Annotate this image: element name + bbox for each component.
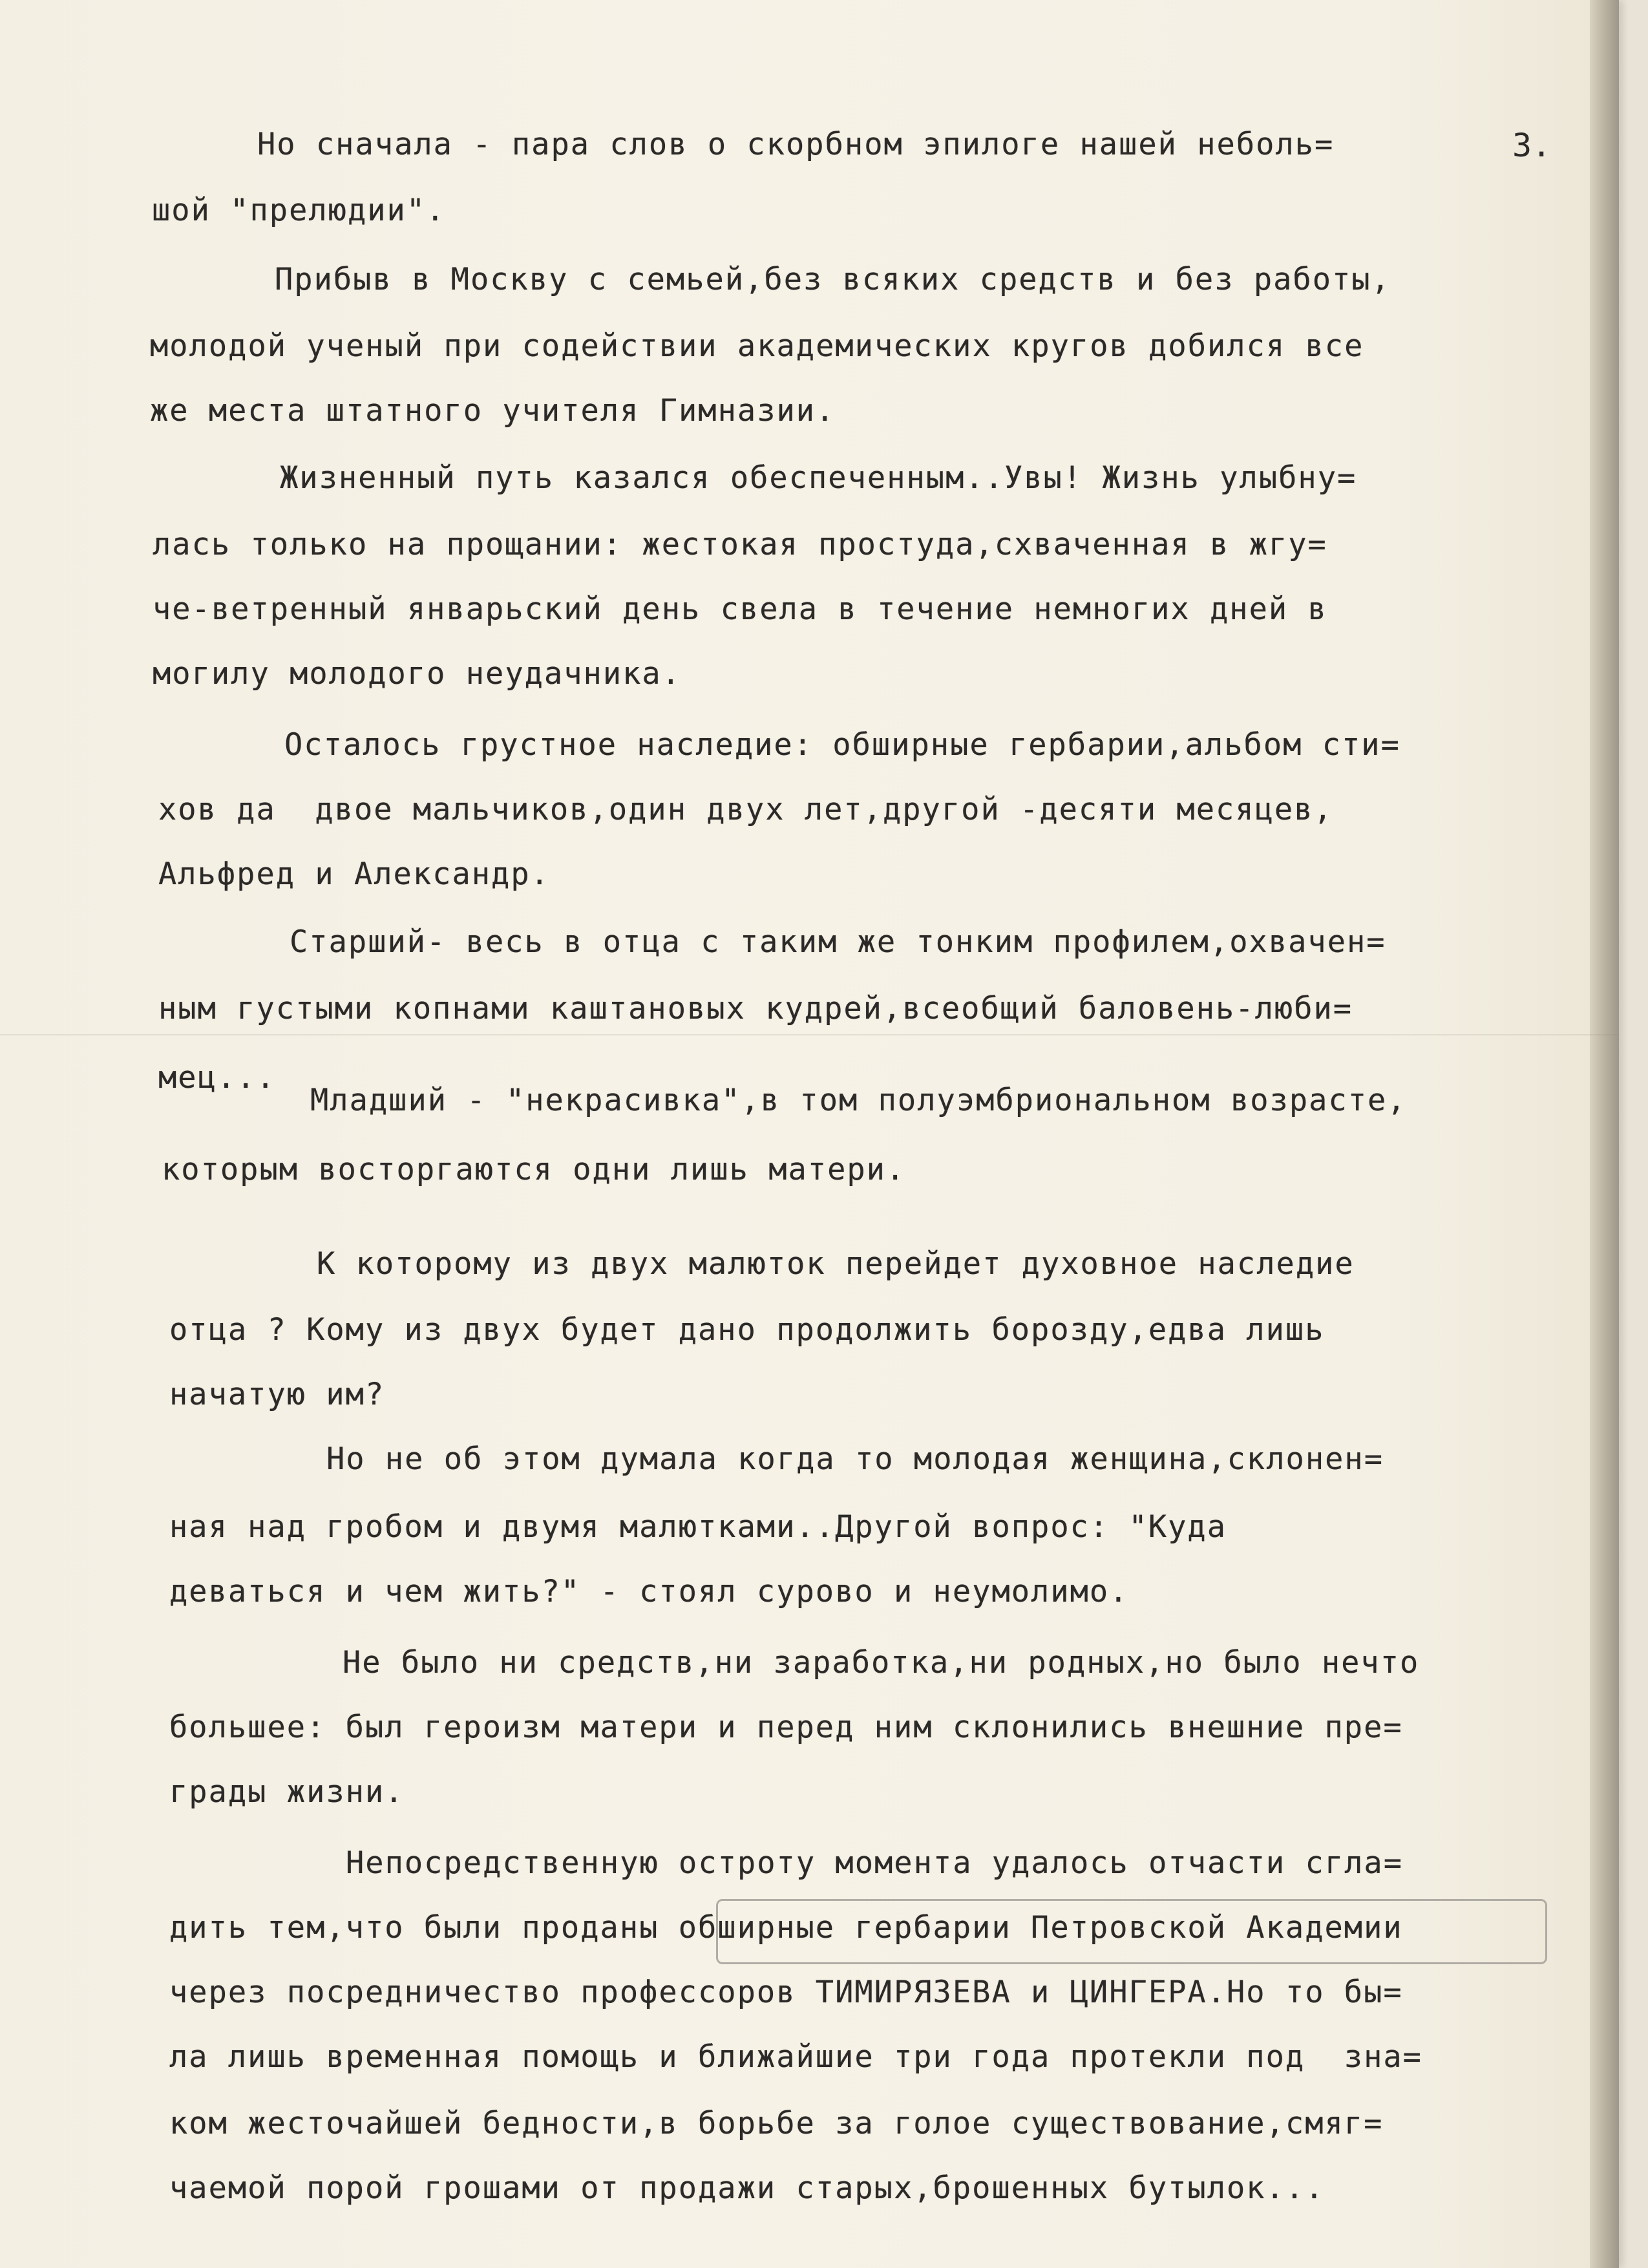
text-line: хов да двое мальчиков,один двух лет,другой -десяти месяцев,	[158, 792, 1333, 827]
text-line: Не было ни средств,ни заработка,ни родных,но было нечто	[343, 1645, 1420, 1680]
text-line: лась только на прощании: жестокая простуда,схваченная в жгу=	[153, 527, 1327, 562]
text-line: Младший - "некрасивка",в том полуэмбриональном возрасте,	[310, 1083, 1407, 1118]
text-line: грады жизни.	[169, 1774, 405, 1810]
text-line: Непосредственную остроту момента удалось отчасти сгла=	[346, 1845, 1404, 1881]
text-line: же места штатного учителя Гимназии.	[150, 393, 836, 429]
text-line: шой "прелюдии".	[152, 193, 446, 228]
text-line: мец...	[158, 1060, 276, 1096]
paper-edge	[1590, 0, 1619, 2268]
text-line: чаемой порой грошами от продажи старых,брошенных бутылок...	[169, 2170, 1325, 2206]
text-line: Старший- весь в отца с таким же тонким профилем,охвачен=	[290, 924, 1386, 960]
text-line: ла лишь временная помощь и ближайшие три года протекли под зна=	[169, 2039, 1422, 2075]
text-line: деваться и чем жить?" - стоял сурово и неумолимо.	[169, 1574, 1129, 1609]
page-number: 3.	[1512, 127, 1552, 164]
text-line: отца ? Кому из двух будет дано продолжить борозду,едва лишь	[169, 1312, 1325, 1348]
text-line: Альфред и Александр.	[158, 856, 550, 892]
text-line: ная над гробом и двумя малютками..Другой вопрос: "Куда	[169, 1509, 1247, 1545]
text-line: через посредничество профессоров ТИМИРЯЗЕВА и ЦИНГЕРА.Но то бы=	[169, 1975, 1403, 2010]
text-line: дить тем,что были проданы обширные гербарии Петровской Академии	[169, 1910, 1403, 1945]
text-line: Прибыв в Москву с семьей,без всяких средств и без работы,	[275, 262, 1391, 297]
text-line: Жизненный путь казался обеспеченным..Увы! Жизнь улыбну=	[280, 460, 1357, 496]
pencil-annotation-box	[716, 1899, 1547, 1964]
text-line: могилу молодого неудачника.	[153, 656, 682, 692]
text-line: молодой ученый при содействии академических кругов добился все	[150, 328, 1364, 364]
text-line: Но не об этом думала когда то молодая женщина,склонен=	[326, 1441, 1384, 1477]
text-line: К которому из двух малюток перейдет духовное наследие	[317, 1246, 1355, 1282]
text-line: ком жесточайшей бедности,в борьбе за голое существование,смяг=	[169, 2106, 1384, 2141]
text-line: большее: был героизм матери и перед ним склонились внешние пре=	[169, 1710, 1403, 1745]
text-line: которым восторгаются одни лишь матери.	[162, 1152, 906, 1187]
paper-crease	[0, 1034, 1619, 1035]
text-line: че-ветренный январьский день свела в течение немногих дней в	[153, 591, 1327, 627]
text-line: начатую им?	[169, 1377, 385, 1412]
text-line: ным густыми копнами каштановых кудрей,всеобщий баловень-люби=	[158, 991, 1353, 1026]
text-line: Но сначала - пара слов о скорбном эпилоге нашей неболь=	[257, 127, 1335, 162]
text-line: Осталось грустное наследие: обширные гербарии,альбом сти=	[284, 727, 1400, 763]
